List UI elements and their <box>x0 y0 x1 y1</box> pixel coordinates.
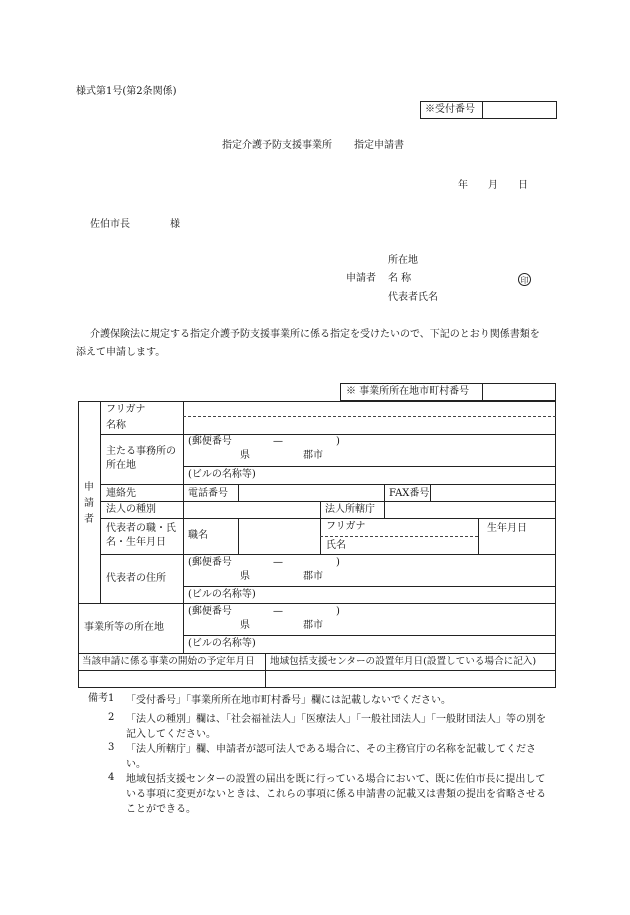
furigana-label: フリガナ <box>106 404 146 415</box>
name-furigana-field[interactable] <box>188 403 550 415</box>
note-2: 「法人の種別」欄は、「社会福祉法人」「医療法人」「一般社団法人」「一般財団法人」等の別を記入してください。 <box>126 714 546 740</box>
fax-label: FAX番号 <box>389 488 430 499</box>
main-office-label-1: 主たる事務所の <box>106 446 176 457</box>
postal-dash: — <box>273 436 283 447</box>
building-label: (ビルの名称等) <box>188 469 256 480</box>
note-3: 「法人所轄庁」欄、申請者が認可法人である場合に、その主務官庁の名称を記載してください。 <box>126 744 536 770</box>
receipt-number-label: ※受付番号 <box>425 104 475 115</box>
body-text-line2: 添えて申請します。 <box>76 347 166 358</box>
title-part2: 指定申請書 <box>354 140 404 151</box>
applicant-rep-label: 代表者氏名 <box>388 292 438 303</box>
form-number: 様式第1号(第2条関係) <box>76 86 177 97</box>
applicant-name-label: 名 称 <box>388 273 412 284</box>
note-1-label: 備考1 <box>88 693 115 704</box>
center-date-label: 地域包括支援センターの設置年月日(設置している場合に記入) <box>270 656 537 667</box>
applicant-address-label: 所在地 <box>388 255 418 266</box>
name-field[interactable] <box>188 419 550 432</box>
office-pref-label: 県 <box>240 620 250 631</box>
phone-label: 電話番号 <box>188 488 228 499</box>
receipt-number-field[interactable] <box>487 104 553 116</box>
rep-pref-label: 県 <box>240 571 250 582</box>
office-postal-close: ) <box>336 606 340 617</box>
office-location-label: 事業所等の所在地 <box>84 622 164 633</box>
fax-field[interactable] <box>435 487 551 499</box>
office-postal-dash: — <box>273 606 283 617</box>
seal-mark: 印 <box>518 273 531 286</box>
corp-type-label: 法人の種別 <box>106 504 156 515</box>
note-3-label: 3 <box>108 742 115 753</box>
note-1: 「受付番号」「事業所所在地市町村番号」欄には記載しないでください。 <box>126 695 451 706</box>
start-date-field[interactable] <box>82 673 260 685</box>
rep-postal-label: (郵便番号 <box>188 557 232 568</box>
pref-label: 県 <box>240 450 250 461</box>
title-part1: 指定介護予防支援事業所 <box>222 140 332 151</box>
date-year: 年 <box>458 180 468 191</box>
rep-position-label-1: 代表者の職・氏 <box>106 523 176 534</box>
office-postal-label: (郵便番号 <box>188 606 232 617</box>
rep-building-label: (ビルの名称等) <box>188 589 256 600</box>
rep-postal-close: ) <box>336 557 340 568</box>
note-4: 地域包括支援センターの設置の届出を既に行っている場合において、既に佐伯市長に提出している事項に変更がないときは、これらの事項に係る申請書の記載又は書類の提出を省略させることができる。 <box>126 774 546 815</box>
applicant-label: 申請者 <box>346 273 376 284</box>
county-label: 郡市 <box>303 450 323 461</box>
postal-label: (郵便番号 <box>188 436 232 447</box>
rep-furigana-label: フリガナ <box>326 521 366 532</box>
date-month: 月 <box>488 180 498 191</box>
office-building-label: (ビルの名称等) <box>188 638 256 649</box>
position-field[interactable] <box>243 522 315 550</box>
corp-type-field[interactable] <box>188 503 314 515</box>
note-2-label: 2 <box>108 712 115 723</box>
phone-field[interactable] <box>243 487 379 499</box>
name-label: 名称 <box>106 420 126 431</box>
corp-authority-label: 法人所轄庁 <box>325 504 375 515</box>
corp-authority-field[interactable] <box>389 503 551 515</box>
position-label: 職名 <box>188 530 208 541</box>
municipality-number-label: ※ 事業所所在地市町村番号 <box>346 386 470 397</box>
honorific: 様 <box>170 219 180 230</box>
side-label-2: 請 <box>84 498 94 509</box>
contact-label: 連絡先 <box>106 488 136 499</box>
note-4-label: 4 <box>108 772 115 783</box>
start-date-label: 当該申請に係る事業の開始の予定年月日 <box>82 656 255 667</box>
main-office-label-2: 所在地 <box>106 460 136 471</box>
rep-county-label: 郡市 <box>303 571 323 582</box>
rep-address-label: 代表者の住所 <box>106 573 166 584</box>
addressee: 佐伯市長 <box>90 219 130 230</box>
rep-postal-dash: — <box>273 557 283 568</box>
side-label-3: 者 <box>84 514 94 525</box>
rep-name-label: 氏名 <box>326 540 346 551</box>
rep-position-label-2: 名・生年月日 <box>106 537 166 548</box>
date-day: 日 <box>518 180 528 191</box>
body-text-line1: 介護保険法に規定する指定介護予防支援事業所に係る指定を受けたいので、下記のとおり関係書類を <box>90 329 540 340</box>
postal-close: ) <box>336 436 340 447</box>
birth-label: 生年月日 <box>487 523 527 534</box>
center-date-field[interactable] <box>270 673 552 685</box>
side-label-1: 申 <box>84 482 94 493</box>
office-county-label: 郡市 <box>303 620 323 631</box>
